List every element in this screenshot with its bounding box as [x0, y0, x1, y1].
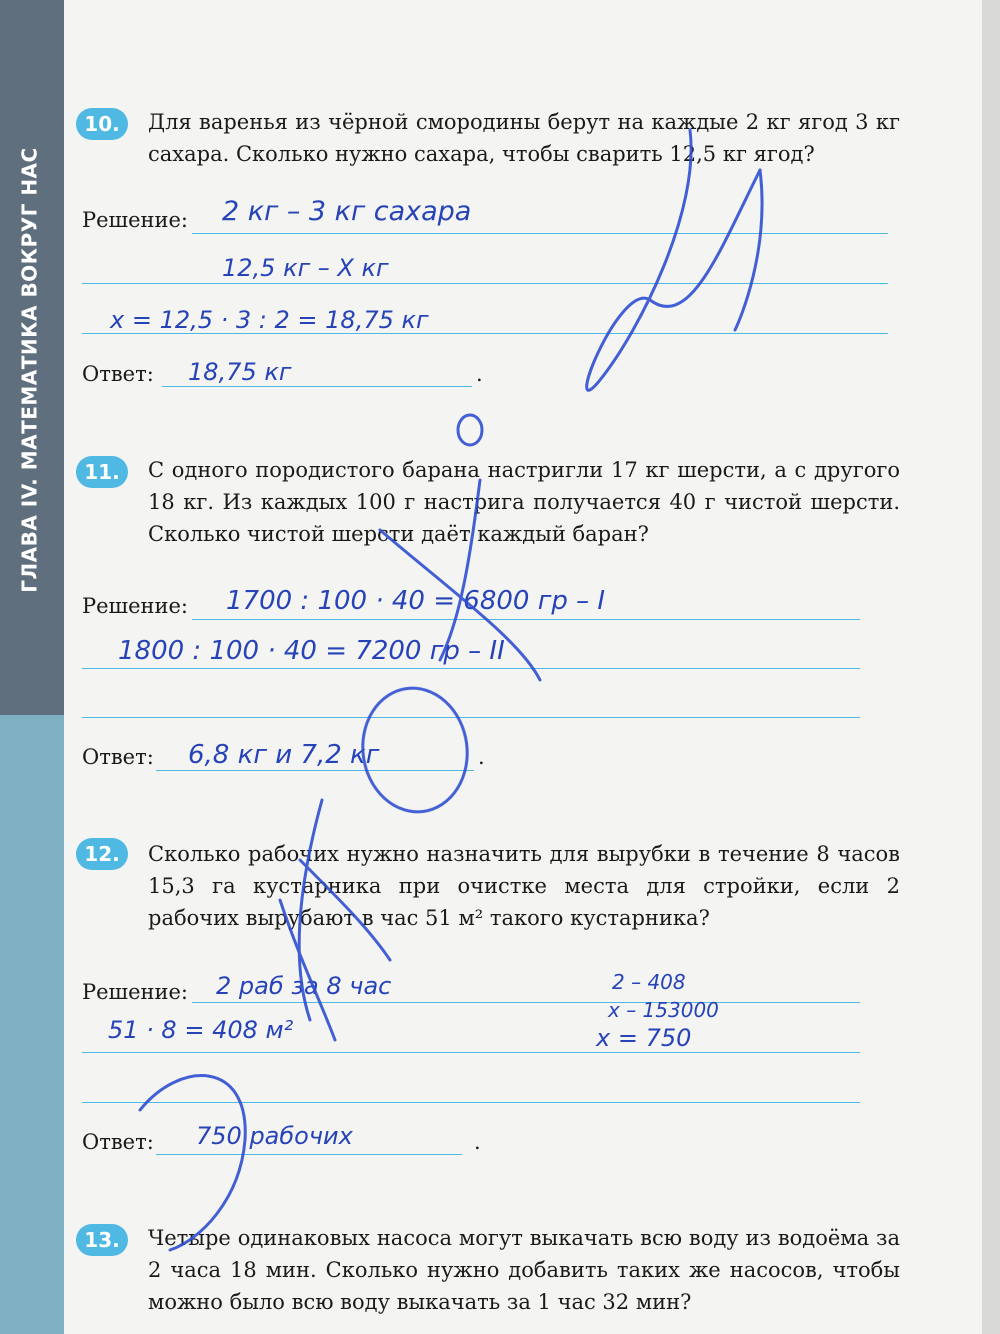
problem-text: С одного породистого барана настригли 17 кг шерсти, а с другого 18 кг. Из каждых 100 г настрига получается 40 г чистой шерсти. Сколько чистой шерсти даёт каждый баран?: [148, 458, 900, 546]
handwritten-work: x – 153000: [608, 998, 719, 1022]
signature-stroke: [280, 900, 335, 1040]
handwritten-work: x = 750: [596, 1024, 692, 1052]
handwritten-work: 12,5 кг – X кг: [222, 254, 389, 282]
solution-label: Решение:: [82, 208, 189, 232]
handwritten-work: 1700 : 100 · 40 = 6800 гр – I: [226, 586, 606, 616]
signature-stroke: [140, 1076, 245, 1250]
signature-stroke: [299, 800, 322, 1020]
period: .: [478, 745, 485, 769]
signature-stroke: [300, 860, 390, 960]
handwritten-work: 2 раб за 8 час: [216, 972, 392, 1000]
problem-text: Четыре одинаковых насоса могут выкачать всю воду из водоёма за 2 часа 18 мин. Сколько нужно добавить таких же насосов, чтобы можно было всю воду выкачать за 1 час 32 мин?: [148, 1226, 900, 1314]
handwritten-answer: 18,75 кг: [188, 358, 292, 386]
answer-label: Ответ:: [82, 1130, 154, 1154]
answer-label: Ответ:: [82, 362, 154, 386]
check-stroke: [587, 130, 760, 390]
problem-number-badge: 13.: [76, 1224, 128, 1256]
handwritten-work: 1800 : 100 · 40 = 7200 гр – II: [118, 636, 505, 666]
solution-label: Решение:: [82, 980, 189, 1004]
handwritten-answer: 750 рабочих: [196, 1122, 353, 1150]
problem-number-badge: 11.: [76, 456, 128, 488]
cross-stroke: [440, 480, 480, 660]
problem-text: Для варенья из чёрной смородины берут на каждые 2 кг ягод 3 кг сахара. Сколько нужно сахара, чтобы сварить 12,5 кг ягод?: [148, 110, 900, 166]
handwritten-work: 51 · 8 = 408 м²: [108, 1016, 294, 1044]
problem-number-badge: 12.: [76, 838, 128, 870]
handwritten-work: x = 12,5 · 3 : 2 = 18,75 кг: [110, 306, 429, 334]
period: .: [474, 1130, 481, 1154]
circle-mark: [458, 415, 482, 445]
problem-text: Сколько рабочих нужно назначить для вырубки в течение 8 часов 15,3 га кустарника при очистке места для стройки, если 2 рабочих вырубают в час 51 м² такого кустарника?: [148, 842, 900, 930]
circle-mark: [355, 681, 475, 818]
problem-number-badge: 10.: [76, 108, 128, 140]
handwritten-work: 2 кг – 3 кг сахара: [222, 196, 472, 227]
chapter-title: ГЛАВА IV. МАТЕМАТИКА ВОКРУГ НАС: [18, 147, 42, 593]
handwritten-answer: 6,8 кг и 7,2 кг: [188, 740, 380, 770]
handwritten-work: 2 – 408: [612, 970, 686, 994]
solution-label: Решение:: [82, 594, 189, 618]
answer-label: Ответ:: [82, 745, 154, 769]
period: .: [476, 362, 483, 386]
